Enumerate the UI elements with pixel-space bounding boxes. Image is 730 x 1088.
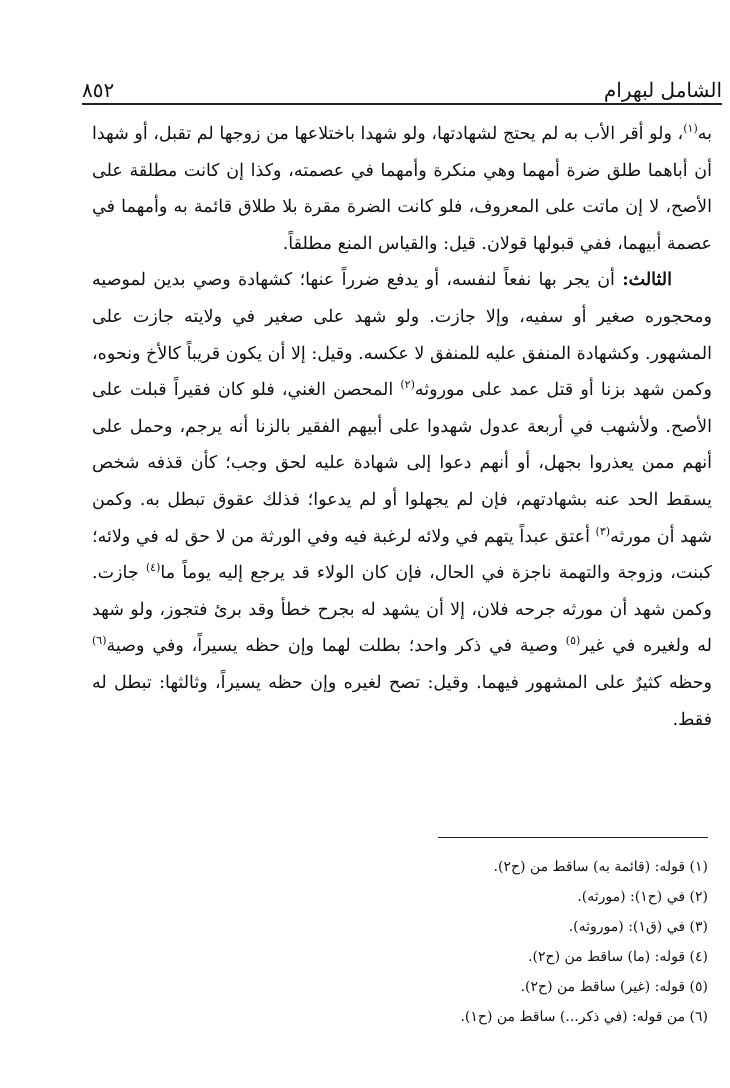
text-run: جازت. وكمن شهد أن مورثه جرحه فلان، إلا أن يشهد له بجرح خطأ وقد برئ فتجوز، ولو شهد له ولغيره في غير — [92, 563, 712, 657]
footnote-ref-1: (١) — [683, 122, 698, 135]
section-lead: الثالث: — [622, 270, 672, 291]
footnote-3: (٣) في (ق١): (موروثه). — [568, 919, 708, 935]
text-run: المحصن الغني، فلو كان فقيراً قبلت على الأصح. ولأشهب في أربعة عدول شهدوا على أبيهم الفقير بالزنا أنه يرجم، وحمل على أنهم ممن يعذروا بجهل، أو أنهم دعوا إلى شهادة عليه لحق وجب؛ كأن قذفه شخص يسقط الحد عنه بشهادتهم، فإن لم يجهلوا أو لم يدعوا؛ فذلك عقوق تبطل به. وكمن شهد أن مورثه — [92, 380, 712, 547]
text-run: ، ولو أقر الأب به لم يحتج لشهادتها، ولو شهدا باختلاعها من زوجها لم تقبل، أو شهدا أن أباهما طلق ضرة أمهما وهي منكرة وأمهما في عصمته، وكذا إن كانت مطلقة على الأصح، لا إن ماتت على المعروف، فلو كانت الضرة مقرة بلا طلاق قائمة به وأمهما في عصمة أبيهما، ففي قبولها قولان. قيل: والقياس المنع مطلقاً. — [92, 124, 712, 254]
paragraph-1 — [92, 116, 712, 262]
footnote-2: (٢) في (ح١): (مورثه). — [577, 889, 708, 905]
text-run: أعتق عبداً يتهم في ولائه لرغبة فيه وفي الورثة من لا حق له في ولائه؛ كبنت، وزوجة والتهمة ناجزة في الحال، فإن كان الولاء قد يرجع إليه يوماً ما — [92, 526, 713, 584]
footnote-4: (٤) قوله: (ما) ساقط من (ح٢). — [528, 949, 708, 965]
footnotes — [200, 852, 708, 1032]
header-rule — [82, 103, 722, 105]
text-run: وحظه كثيرٌ على المشهور فيهما. وقيل: تصح لغيره وإن حظه يسيراً، وثالثها: تبطل له فقط. — [92, 672, 712, 730]
page-number: ٨٥٢ — [82, 78, 115, 102]
footnote-ref-6: (٦) — [92, 634, 107, 648]
footnote-ref-3: (٣) — [595, 524, 611, 538]
footnote-6: (٦) من قوله: (في ذكر...) ساقط من (ح١). — [460, 1009, 708, 1025]
paragraph-2 — [92, 262, 712, 738]
footnote-ref-4: (٤) — [145, 561, 161, 575]
footnote-separator — [438, 837, 708, 838]
running-header — [82, 58, 722, 102]
footnote-5: (٥) قوله: (غير) ساقط من (ح٢). — [520, 979, 708, 995]
footnote-ref-2: (٢) — [400, 378, 415, 392]
text-run: أن يجر بها نفعاً لنفسه، أو يدفع ضرراً عنها؛ كشهادة وصي بدين لموصيه ومحجوره صغير أو سفيه، وإلا جازت. ولو شهد على صغير في ولايته جازت على المشهور. وكشهادة المنفق عليه للمنفق لا عكسه. وقيل: إلا أن يكون قريباً كالأخ ونحوه، وكمن شهد بزنا أو قتل عمد على موروثه — [92, 270, 713, 401]
text-run: به — [697, 124, 712, 144]
main-text — [92, 116, 712, 738]
text-run: وصية في ذكر واحد؛ بطلت لهما وإن حظه يسيراً، وفي وصية — [106, 636, 566, 657]
book-title: الشامل لبهرام — [603, 78, 722, 102]
footnote-ref-5: (٥) — [565, 634, 581, 648]
footnote-1: (١) قوله: (قائمة به) ساقط من (ح٢). — [493, 859, 708, 875]
